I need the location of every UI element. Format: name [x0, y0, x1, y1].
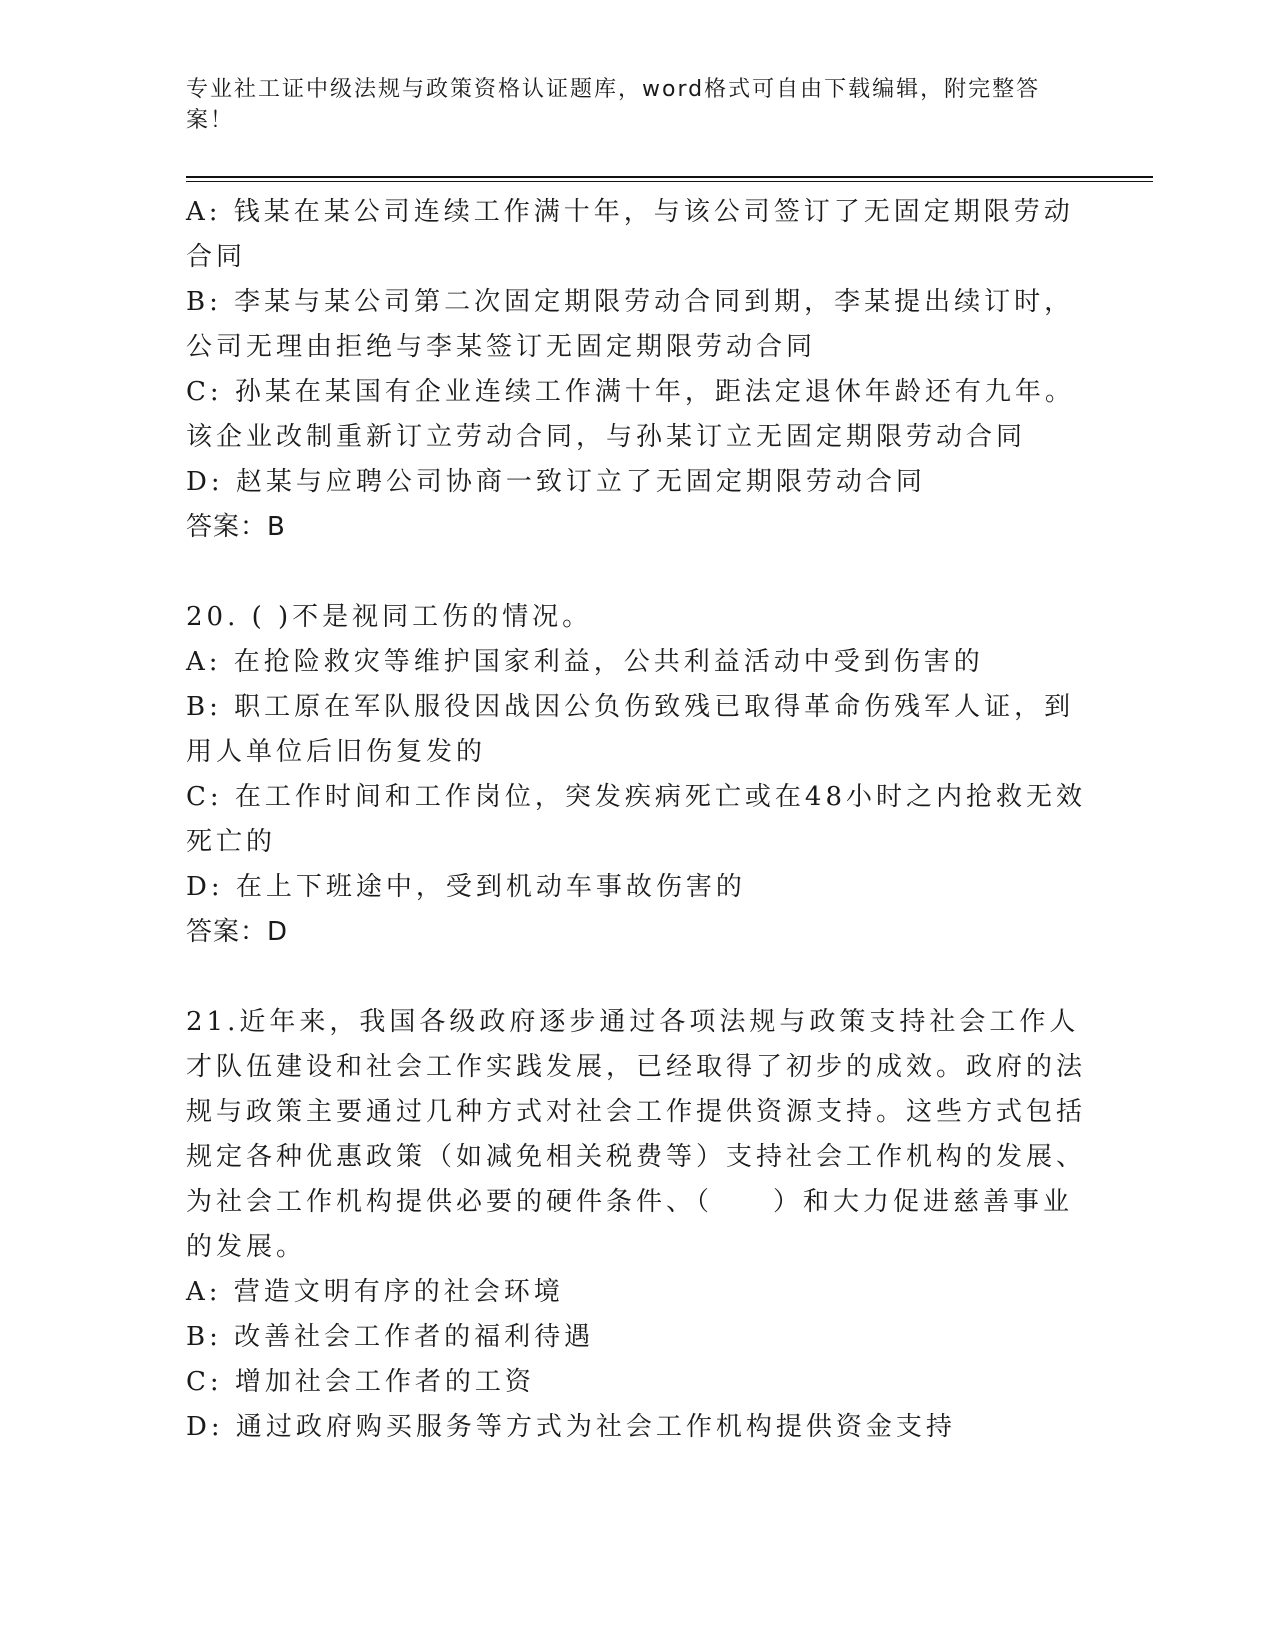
- spacer: [186, 955, 1086, 1000]
- q20-option-b: B: 职工原在军队服役因战因公负伤致残已取得革命伤残军人证，到用人单位后旧伤复发的: [186, 692, 1075, 767]
- q21-option-a: A: 营造文明有序的社会环境: [186, 1277, 564, 1307]
- q21-question: 21.近年来，我国各级政府逐步通过各项法规与政策支持社会工作人才队伍建设和社会工作实践发展，已经取得了初步的成效。政府的法规与政策主要通过几种方式对社会工作提供资源支持。这些方式包括规定各种优惠政策（如减免相关税费等）支持社会工作机构的发展、为社会工作机构提供必要的硬件条件、（ ）和大力促进慈善事业的发展。: [186, 1007, 1087, 1262]
- document-body: [186, 190, 1086, 1450]
- q20-option-d: D: 在上下班途中，受到机动车事故伤害的: [186, 872, 746, 902]
- q21-option-d: D: 通过政府购买服务等方式为社会工作机构提供资金支持: [186, 1412, 956, 1442]
- q19-option-d: D: 赵某与应聘公司协商一致订立了无固定期限劳动合同: [186, 467, 926, 497]
- q19-option-c: C: 孙某在某国有企业连续工作满十年，距法定退休年龄还有九年。该企业改制重新订立劳动合同，与孙某订立无固定期限劳动合同: [186, 377, 1075, 452]
- page-header: 专业社工证中级法规与政策资格认证题库，word格式可自由下载编辑，附完整答案！: [186, 77, 1041, 133]
- q20-answer: 答案：D: [186, 917, 289, 947]
- q20-option-c: C: 在工作时间和工作岗位，突发疾病死亡或在48小时之内抢救无效死亡的: [186, 782, 1087, 857]
- q21-option-b: B: 改善社会工作者的福利待遇: [186, 1322, 595, 1352]
- q21-option-c: C: 增加社会工作者的工资: [186, 1367, 535, 1397]
- q20-option-a: A: 在抢险救灾等维护国家利益，公共利益活动中受到伤害的: [186, 647, 984, 677]
- q20-question: 20. ( )不是视同工伤的情况。: [186, 602, 593, 632]
- q19-option-b: B: 李某与某公司第二次固定期限劳动合同到期，李某提出续订时，公司无理由拒绝与李某签订无固定期限劳动合同: [186, 287, 1075, 362]
- q19-answer: 答案：B: [186, 512, 286, 542]
- header-divider-thick: [186, 176, 1153, 178]
- q19-option-a: A: 钱某在某公司连续工作满十年，与该公司签订了无固定期限劳动合同: [186, 197, 1074, 272]
- header-divider-thin: [186, 181, 1153, 182]
- spacer: [186, 550, 1086, 595]
